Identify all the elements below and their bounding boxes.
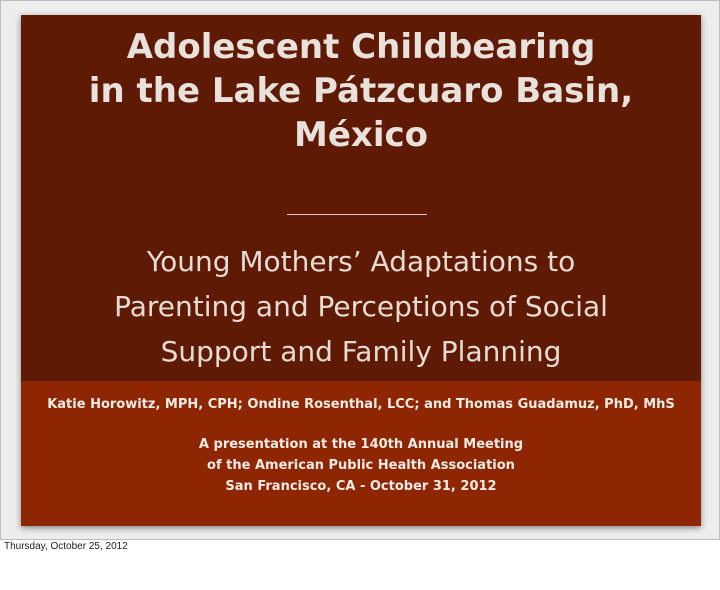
presentation-line-3: San Francisco, CA - October 31, 2012: [225, 479, 497, 494]
title-panel: [21, 15, 701, 381]
title-line-3: México: [294, 115, 428, 155]
subtitle-line-2: Parenting and Perceptions of Social: [114, 290, 608, 323]
slide-subtitle: [21, 239, 701, 374]
subtitle-line-1: Young Mothers’ Adaptations to: [146, 245, 576, 278]
title-line-2: in the Lake Pátzcuaro Basin,: [88, 71, 634, 111]
title-divider: [287, 214, 427, 215]
footer-date: Thursday, October 25, 2012: [4, 541, 128, 552]
presentation-line-1: A presentation at the 140th Annual Meeting: [198, 437, 524, 452]
slide-title: [21, 25, 701, 157]
subtitle-line-3: Support and Family Planning: [160, 335, 562, 368]
authors-line: Katie Horowitz, MPH, CPH; Ondine Rosenthal, LCC; and Thomas Guadamuz, PhD, MhS: [47, 397, 675, 412]
slide: [21, 15, 701, 526]
title-line-1: Adolescent Childbearing: [126, 27, 596, 67]
presentation-info: [21, 434, 701, 497]
presentation-line-2: of the American Public Health Association: [207, 458, 515, 473]
